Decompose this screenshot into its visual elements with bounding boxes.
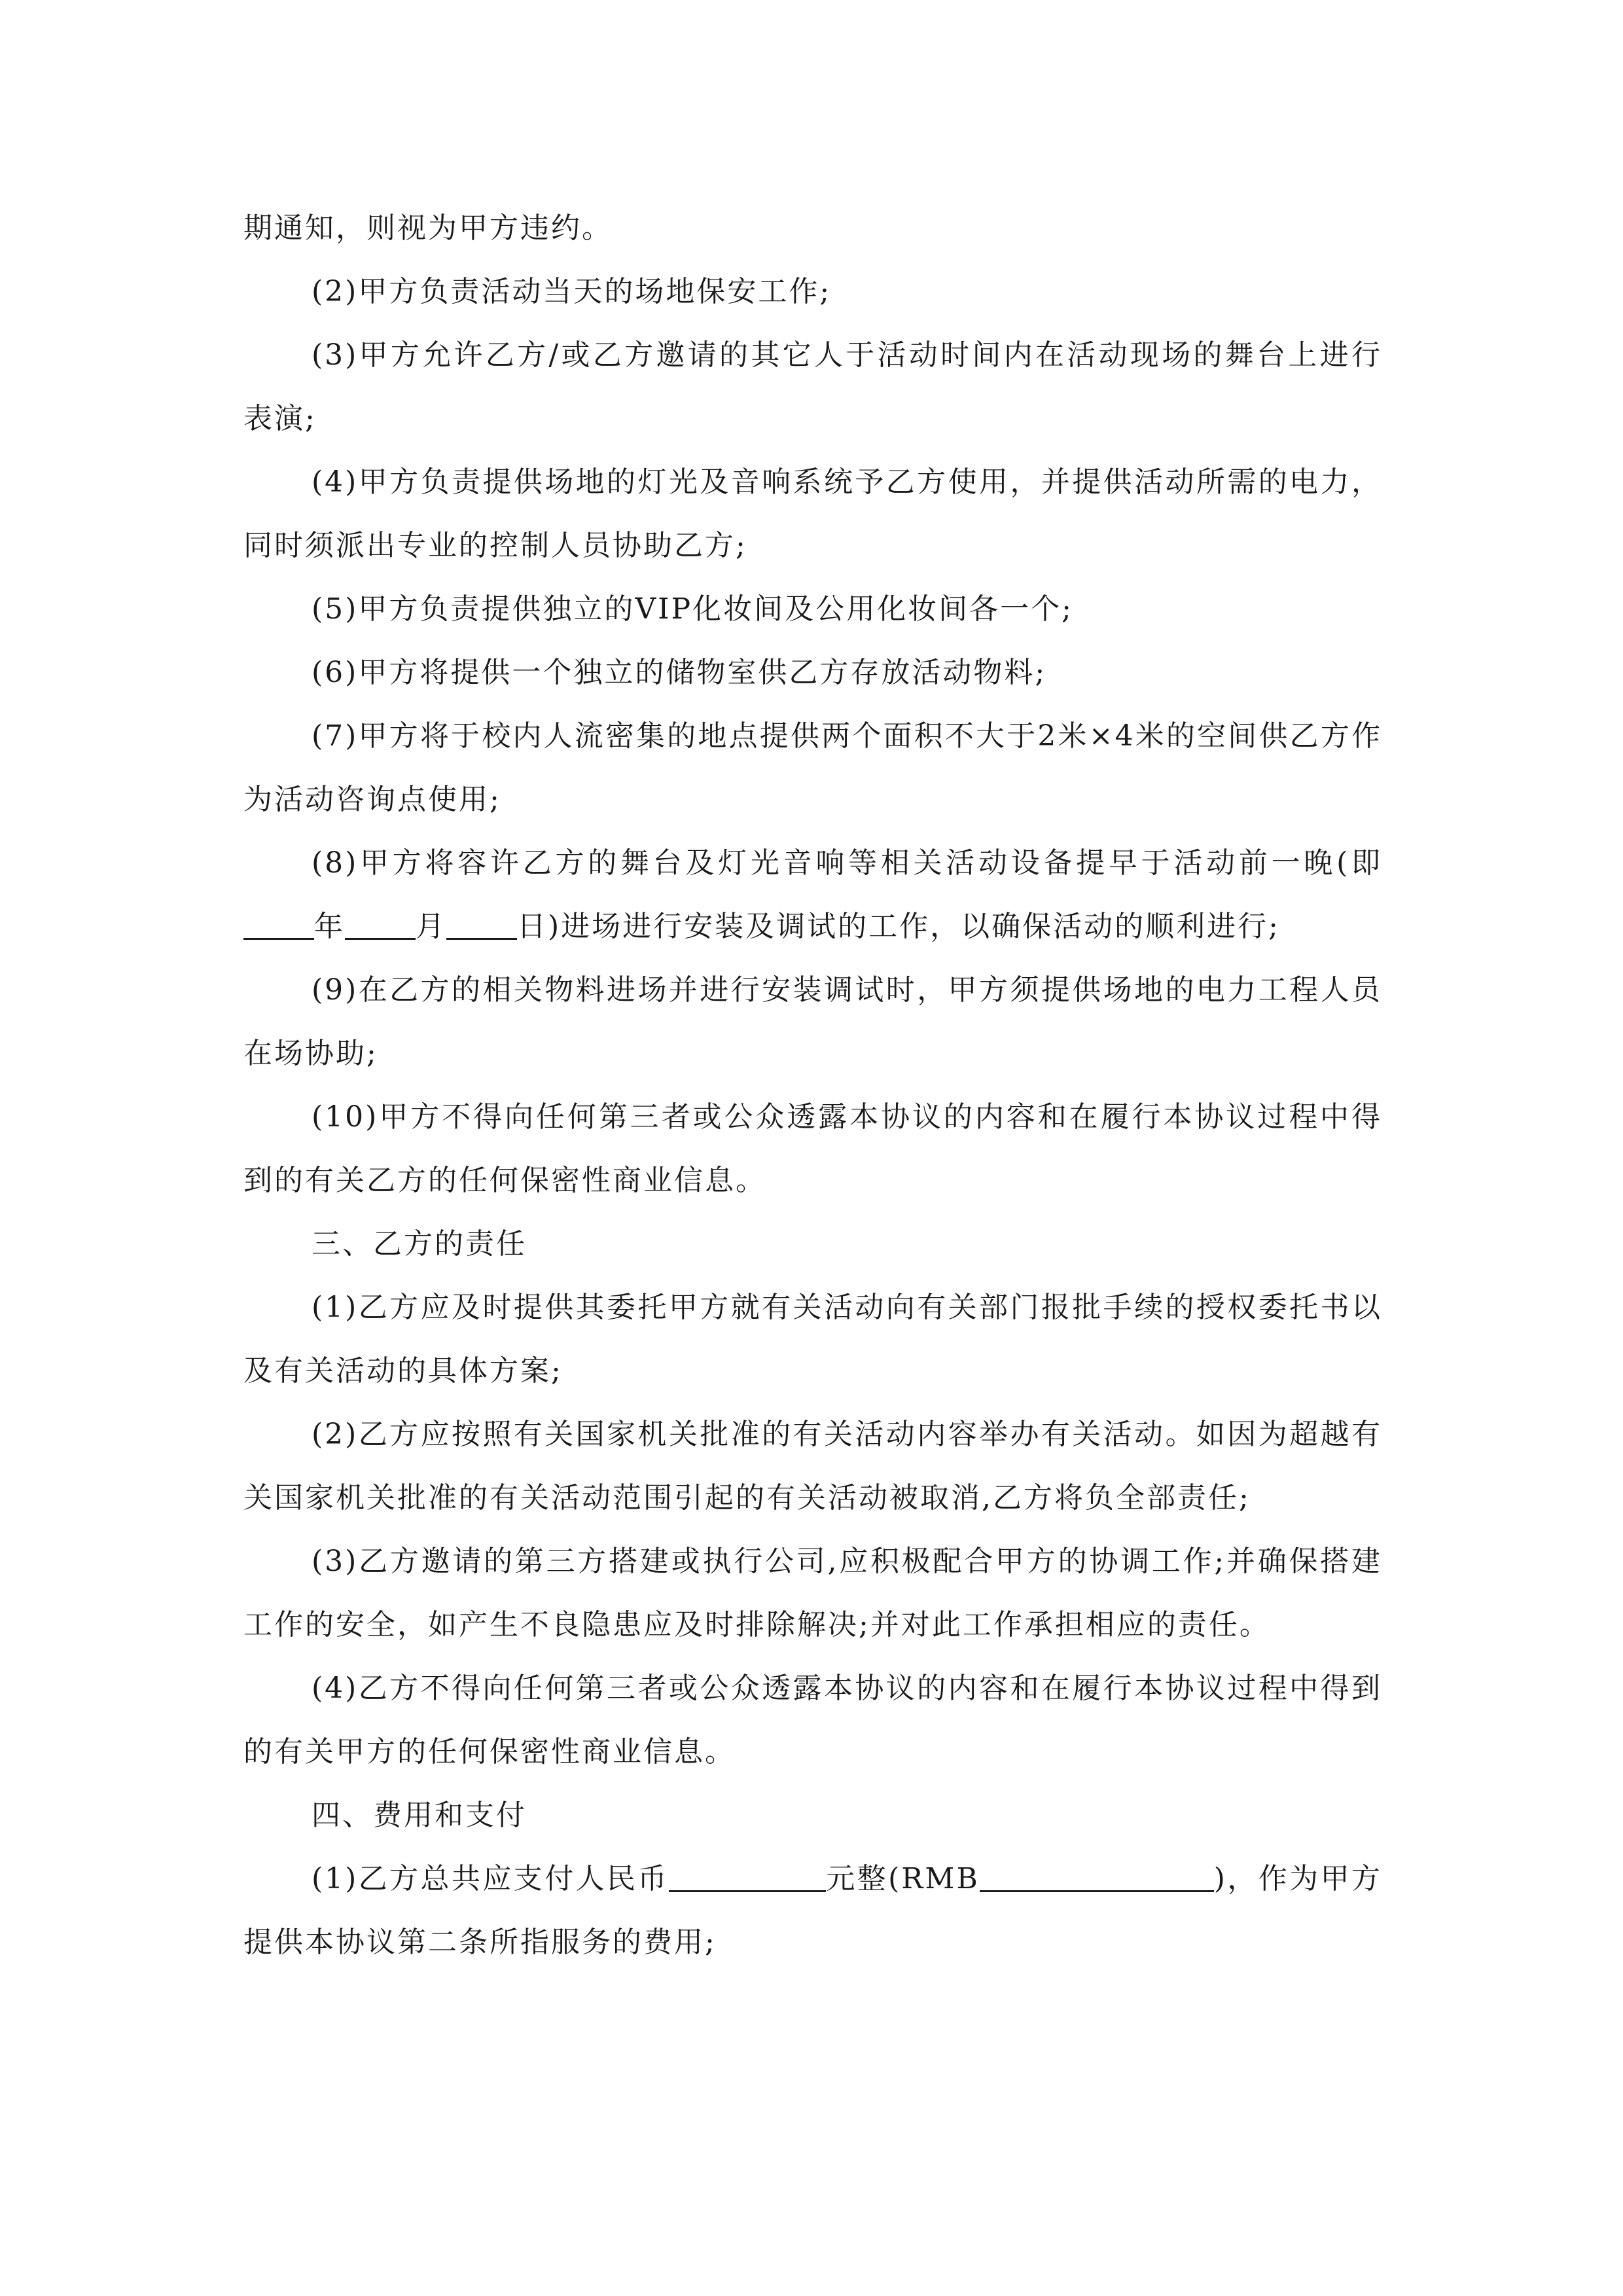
clause-2-8-text-end: 日)进场进行安装及调试的工作，以确保活动的顺利进行; <box>517 910 1280 943</box>
document-body <box>243 196 1382 1974</box>
day-blank <box>446 908 517 940</box>
paragraph-clause-2-8 <box>243 831 1382 958</box>
month-blank <box>345 908 416 940</box>
paragraph-clause-2-10: (10)甲方不得向任何第三者或公众透露本协议的内容和在履行本协议过程中得到的有关乙方的任何保密性商业信息。 <box>243 1100 1382 1197</box>
year-blank <box>243 908 314 940</box>
paragraph-clause-3-2: (2)乙方应按照有关国家机关批准的有关活动内容举办有关活动。如因为超越有关国家机关批准的有关活动范围引起的有关活动被取消,乙方将负全部责任; <box>243 1418 1382 1515</box>
rmb-label: 元整(RMB <box>825 1862 980 1895</box>
paragraph-breach-notice-end: 期通知，则视为甲方违约。 <box>243 211 613 245</box>
year-label: 年 <box>314 910 345 943</box>
paragraph-clause-2-7: (7)甲方将于校内人流密集的地点提供两个面积不大于2米×4米的空间供乙方作为活动咨询点使用; <box>243 719 1382 816</box>
paragraph-clause-2-2: (2)甲方负责活动当天的场地保安工作; <box>312 275 832 308</box>
paragraph-clause-3-3: (3)乙方邀请的第三方搭建或执行公司,应积极配合甲方的协调工作;并确保搭建工作的安全，如产生不良隐患应及时排除解决;并对此工作承担相应的责任。 <box>243 1545 1382 1641</box>
paragraph-clause-3-1: (1)乙方应及时提供其委托甲方就有关活动向有关部门报批手续的授权委托书以及有关活动的具体方案; <box>243 1291 1382 1388</box>
paragraph-clause-2-9: (9)在乙方的相关物料进场并进行安装调试时，甲方须提供场地的电力工程人员在场协助; <box>243 973 1382 1070</box>
amount-rmb-figures-blank <box>980 1860 1214 1892</box>
section-heading-fees-payment: 四、费用和支付 <box>312 1799 527 1832</box>
clause-4-1-text-end: )，作为甲方提供本协议第二条所指服务的费用; <box>243 1862 1383 1959</box>
paragraph-clause-2-4: (4)甲方负责提供场地的灯光及音响系统予乙方使用，并提供活动所需的电力，同时须派出专业的控制人员协助乙方; <box>243 465 1382 562</box>
section-heading-party-b-duties: 三、乙方的责任 <box>312 1227 527 1261</box>
paragraph-clause-3-4: (4)乙方不得向任何第三者或公众透露本协议的内容和在履行本协议过程中得到的有关甲方的任何保密性商业信息。 <box>243 1672 1382 1768</box>
paragraph-clause-4-1 <box>243 1847 1382 1974</box>
paragraph-clause-2-3: (3)甲方允许乙方/或乙方邀请的其它人于活动时间内在活动现场的舞台上进行表演; <box>243 338 1382 435</box>
paragraph-clause-2-6: (6)甲方将提供一个独立的储物室供乙方存放活动物料; <box>312 656 1047 689</box>
paragraph-clause-2-5: (5)甲方负责提供独立的VIP化妆间及公用化妆间各一个; <box>312 592 1073 626</box>
amount-rmb-words-blank <box>669 1860 826 1892</box>
clause-4-1-text-start: (1)乙方总共应支付人民币 <box>312 1862 669 1895</box>
month-label: 月 <box>416 910 446 943</box>
clause-2-8-text-start: (8)甲方将容许乙方的舞台及灯光音响等相关活动设备提早于活动前一晚(即 <box>312 846 1382 880</box>
